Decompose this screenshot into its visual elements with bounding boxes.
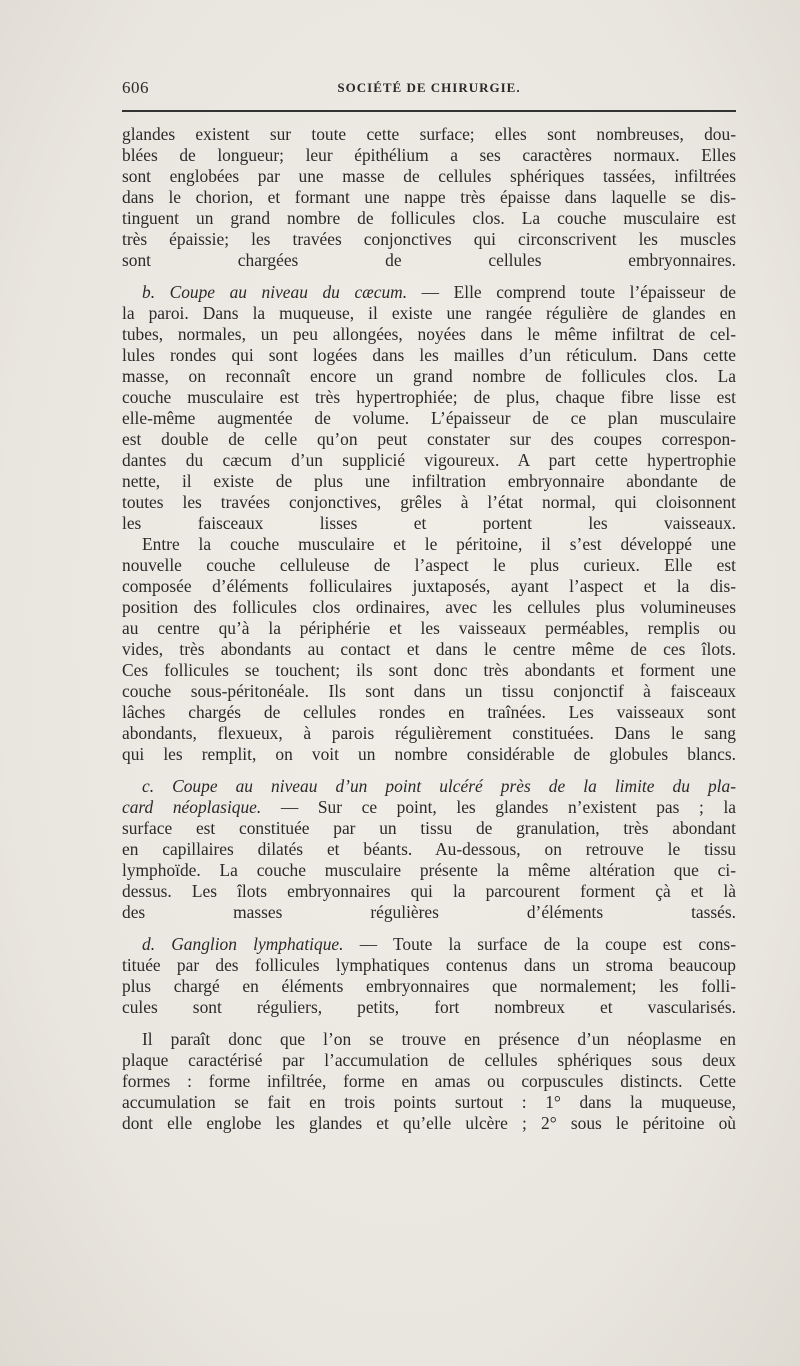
text-line: Il paraît donc que l’on se trouve en présence d’un néoplasme en xyxy=(142,1029,736,1049)
section-heading-d: d. Ganglion lymphatique. xyxy=(142,934,344,954)
text-line: en capillaires dilatés et béants. Au-dessous, on retrouve le tissu xyxy=(122,839,736,859)
paragraph-b xyxy=(122,282,736,534)
paragraph-entre xyxy=(122,534,736,765)
text-line: composée d’éléments folliculaires juxtaposés, ayant l’aspect et la dis- xyxy=(122,576,736,596)
text-line: card néoplasique. — Sur ce point, les glandes n’existent pas ; la xyxy=(122,797,736,817)
paragraph-1 xyxy=(122,124,736,271)
running-title: SOCIÉTÉ DE CHIRURGIE. xyxy=(337,80,521,95)
section-heading-c-cont: card néoplasique. xyxy=(122,797,262,817)
text-line: blées de longueur; leur épithélium a ses caractères normaux. Elles xyxy=(122,145,736,165)
page-header xyxy=(122,78,736,102)
text-line: plaque caractérisé par l’accumulation de cellules sphériques sous deux xyxy=(122,1050,736,1070)
text-line: lâches chargés de cellules rondes en traînées. Les vaisseaux sont xyxy=(122,702,736,722)
text-line: accumulation se fait en trois points surtout : 1° dans la muqueuse, xyxy=(122,1092,736,1112)
text-line: qui les remplit, on voit un nombre considérable de globules blancs. xyxy=(122,744,736,764)
section-heading-b: b. Coupe au niveau du cæcum. xyxy=(142,282,408,302)
text-line: dessus. Les îlots embryonnaires qui la parcourent forment çà et là xyxy=(122,881,736,901)
text-line: b. Coupe au niveau du cæcum. — Elle comprend toute l’épaisseur de xyxy=(142,282,736,302)
text-line: lules rondes qui sont logées dans les mailles d’un réticulum. Dans cette xyxy=(122,345,736,365)
text-line: dantes du cæcum d’un supplicié vigoureux. A part cette hypertrophie xyxy=(122,450,736,470)
text-line: abondants, flexueux, à parois régulièrement constituées. Dans le sang xyxy=(122,723,736,743)
text-line: est double de celle qu’on peut constater sur des coupes correspon- xyxy=(122,429,736,449)
text-line: glandes existent sur toute cette surface; elles sont nombreuses, dou- xyxy=(122,124,736,144)
text-line: surface est constituée par un tissu de granulation, très abondant xyxy=(122,818,736,838)
paragraph-c xyxy=(122,776,736,923)
text-line: plus chargé en éléments embryonnaires que normalement; les folli- xyxy=(122,976,736,996)
text-line: tituée par des follicules lymphatiques contenus dans un stroma beaucoup xyxy=(122,955,736,975)
text-line: lymphoïde. La couche musculaire présente la même altération que ci- xyxy=(122,860,736,880)
text-line: au centre qu’à la périphérie et les vaisseaux perméables, remplis ou xyxy=(122,618,736,638)
page-number: 606 xyxy=(122,78,149,97)
text-line: tinguent un grand nombre de follicules clos. La couche musculaire est xyxy=(122,208,736,228)
text-line: formes : forme infiltrée, forme en amas ou corpuscules distincts. Cette xyxy=(122,1071,736,1091)
text-line: des masses régulières d’éléments tassés. xyxy=(122,902,736,922)
text-line: dont elle englobe les glandes et qu’elle ulcère ; 2° sous le péritoine où xyxy=(122,1113,736,1133)
section-heading-c: c. Coupe au niveau d’un point ulcéré près de la limite du pla- xyxy=(142,776,736,796)
text-line: Ces follicules se touchent; ils sont donc très abondants et forment une xyxy=(122,660,736,680)
text-line: vides, très abondants au contact et dans le centre même de ces îlots. xyxy=(122,639,736,659)
header-rule xyxy=(122,110,736,112)
paragraph-d xyxy=(122,934,736,1018)
text-line: nette, il existe de plus une infiltration embryonnaire abondante de xyxy=(122,471,736,491)
text-line: couche musculaire est très hypertrophiée; de plus, chaque fibre lisse est xyxy=(122,387,736,407)
text-line: nouvelle couche celluleuse de l’aspect le plus curieux. Elle est xyxy=(122,555,736,575)
text-line: elle-même augmentée de volume. L’épaisseur de ce plan musculaire xyxy=(122,408,736,428)
text-line: masse, on reconnaît encore un grand nombre de follicules clos. La xyxy=(122,366,736,386)
text-line: la paroi. Dans la muqueuse, il existe une rangée régulière de glandes en xyxy=(122,303,736,323)
text-line: très épaissie; les travées conjonctives qui circonscrivent les muscles xyxy=(122,229,736,249)
text-line: les faisceaux lisses et portent les vaisseaux. xyxy=(122,513,736,533)
text-line: position des follicules clos ordinaires, avec les cellules plus volumineuses xyxy=(122,597,736,617)
text-line: toutes les travées conjonctives, grêles à l’état normal, qui cloisonnent xyxy=(122,492,736,512)
paragraph-conclusion xyxy=(122,1029,736,1134)
text-line: sont chargées de cellules embryonnaires. xyxy=(122,250,736,270)
text-line: tubes, normales, un peu allongées, noyées dans le même infiltrat de cel- xyxy=(122,324,736,344)
text-line: Entre la couche musculaire et le péritoine, il s’est développé une xyxy=(142,534,736,554)
body-text xyxy=(122,124,736,1134)
text-line: cules sont réguliers, petits, fort nombreux et vascularisés. xyxy=(122,997,736,1017)
text-line: d. Ganglion lymphatique. — Toute la surface de la coupe est cons- xyxy=(142,934,736,954)
text-line xyxy=(122,776,736,797)
text-line: couche sous-péritonéale. Ils sont dans un tissu conjonctif à faisceaux xyxy=(122,681,736,701)
text-line: dans le chorion, et formant une nappe très épaisse dans laquelle se dis- xyxy=(122,187,736,207)
text-line: sont englobées par une masse de cellules sphériques tassées, infiltrées xyxy=(122,166,736,186)
